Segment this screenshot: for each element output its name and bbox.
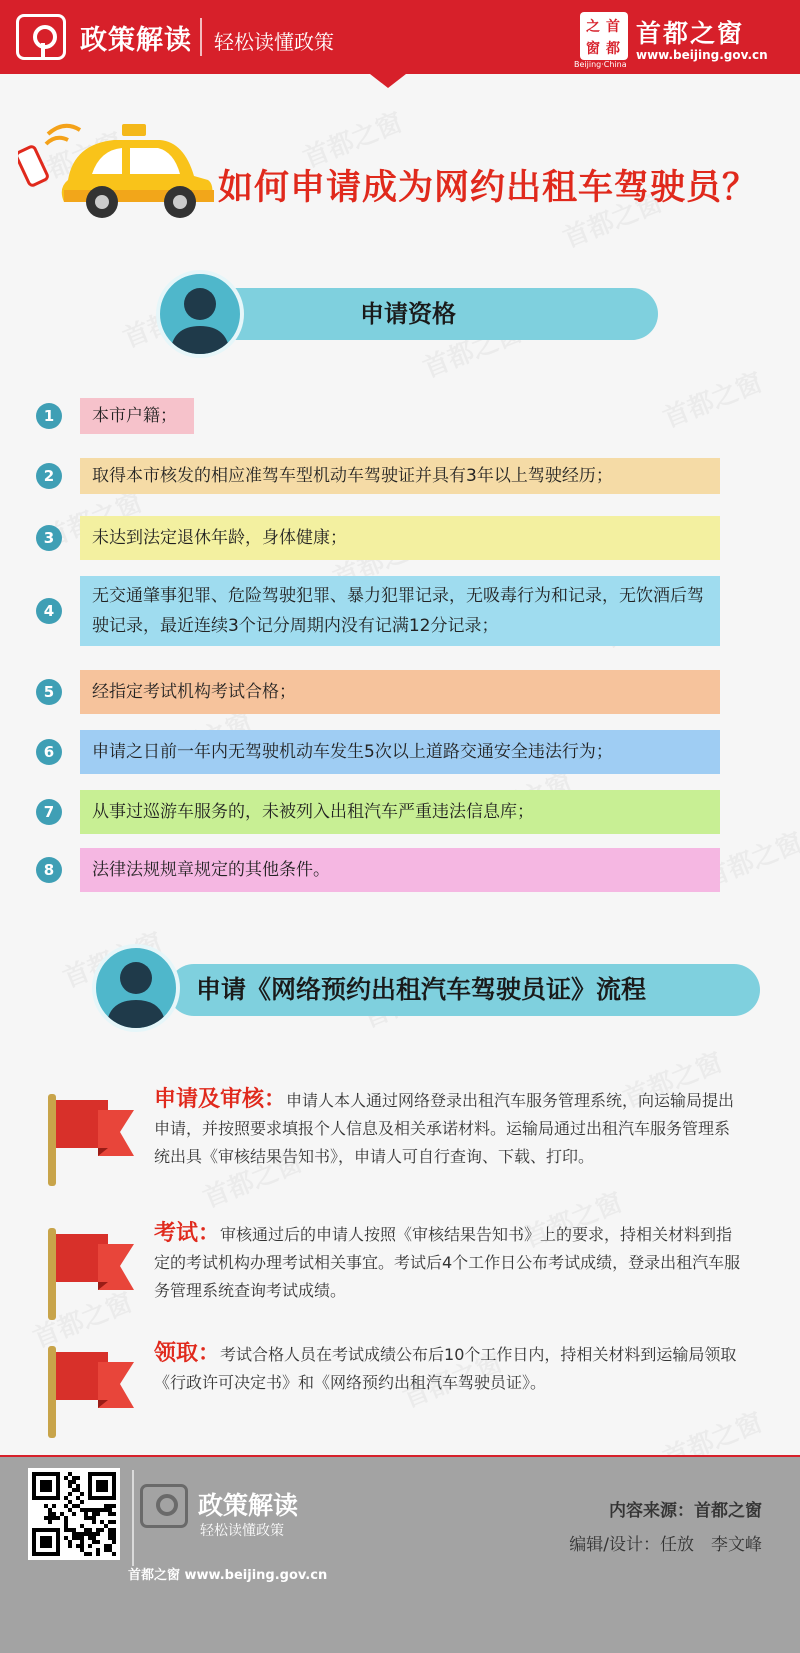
red-flag-icon: [46, 1346, 136, 1438]
footer-divider: [132, 1470, 134, 1566]
process-step: [154, 1340, 744, 1397]
step-heading: 考试：: [154, 1221, 221, 1246]
beijing-seal-logo: [580, 12, 628, 60]
item-number-badge: 5: [36, 679, 62, 705]
qualification-item: [80, 848, 720, 892]
qualification-text: 从事过巡游车服务的，未被列入出租汽车严重违法信息库；: [92, 802, 534, 822]
section-header-qualifications: [208, 288, 658, 340]
item-number-badge: 7: [36, 799, 62, 825]
watermark-text: [657, 362, 767, 435]
seal-char: 都: [606, 41, 620, 57]
step-body: 审核通过后的申请人按照《审核结果告知书》上的要求，持相关材料到指定的考试机构办理考试相关事宜。考试后4个工作日公布考试成绩，登录出租汽车服务管理系统查询考试成绩。: [154, 1225, 741, 1300]
item-number-badge: 2: [36, 463, 62, 489]
seal-char: 首: [606, 19, 620, 35]
header-title: 政策解读: [80, 25, 192, 56]
qualification-item: [80, 458, 720, 494]
footer-rule: [0, 1455, 800, 1457]
qualification-item: [80, 730, 720, 774]
qualification-text: 取得本市核发的相应准驾车型机动车驾驶证并具有3年以上驾驶经历；: [92, 466, 613, 486]
step-heading: 领取：: [154, 1341, 221, 1366]
footer-subtitle: 轻松读懂政策: [200, 1523, 284, 1539]
item-number-badge: 6: [36, 739, 62, 765]
person-avatar-icon: [92, 944, 180, 1032]
section-title: 申请《网络预约出租汽车驾驶员证》流程: [196, 975, 647, 1004]
red-flag-icon: [46, 1094, 136, 1186]
seal-char: 窗: [586, 41, 600, 57]
qualification-item: [80, 398, 194, 434]
red-flag-icon: [46, 1228, 136, 1320]
qualification-item: [80, 576, 720, 646]
item-number-badge: 4: [36, 598, 62, 624]
qualification-item: [80, 670, 720, 714]
policy-key-logo-icon: [140, 1484, 188, 1528]
editor-credits: 编辑/设计：任放 李文峰: [569, 1535, 762, 1555]
step-heading: 申请及审核：: [154, 1087, 287, 1112]
section-header-process: [168, 964, 760, 1016]
policy-key-logo-icon: [16, 14, 66, 60]
item-number-badge: 8: [36, 857, 62, 883]
item-number-badge: 3: [36, 525, 62, 551]
qualification-text: 法律法规规章规定的其他条件。: [92, 860, 330, 880]
person-avatar-icon: [156, 270, 244, 358]
qr-code-icon[interactable]: [28, 1468, 120, 1560]
content-source: 内容来源：首都之窗: [609, 1501, 762, 1521]
header-subtitle: 轻松读懂政策: [214, 30, 334, 54]
qualification-text: 未达到法定退休年龄，身体健康；: [92, 528, 347, 548]
qualification-text: 申请之日前一年内无驾驶机动车发生5次以上道路交通安全违法行为；: [92, 742, 613, 762]
seal-caption: Beijing·China: [574, 60, 627, 69]
footer-title: 政策解读: [198, 1491, 299, 1520]
seal-char: 之: [586, 19, 600, 35]
page-title: 如何申请成为网约出租车驾驶员？: [218, 168, 759, 208]
qualification-item: [80, 516, 720, 560]
qualification-item: [80, 790, 720, 834]
header-notch: [370, 74, 406, 88]
process-step: [154, 1220, 744, 1305]
section-title: 申请资格: [360, 300, 456, 328]
qualification-text: 经指定考试机构考试合格；: [92, 682, 296, 702]
step-body: 考试合格人员在考试成绩公布后10个工作日内，持相关材料到运输局领取《行政许可决定书》和《网络预约出租汽车驾驶员证》。: [154, 1345, 737, 1392]
process-step: [154, 1086, 744, 1171]
footer-site[interactable]: 首都之窗 www.beijing.gov.cn: [128, 1568, 328, 1583]
header-url[interactable]: www.beijing.gov.cn: [636, 48, 768, 62]
taxi-car-icon: [18, 118, 218, 224]
step-body: 申请人本人通过网络登录出租汽车服务管理系统，向运输局提出申请，并按照要求填报个人信息及相关承诺材料。运输局通过出租汽车服务管理系统出具《审核结果告知书》，申请人可自行查询、下载、打印。: [154, 1091, 735, 1166]
header-divider: [200, 18, 202, 56]
qualification-text: 本市户籍；: [92, 406, 177, 426]
item-number-badge: 1: [36, 403, 62, 429]
qualification-text: 无交通肇事犯罪、危险驾驶犯罪、暴力犯罪记录，无吸毒行为和记录，无饮酒后驾驶记录，最近连续3个记分周期内没有记满12分记录；: [92, 586, 704, 636]
header-brand: 首都之窗: [636, 19, 745, 48]
